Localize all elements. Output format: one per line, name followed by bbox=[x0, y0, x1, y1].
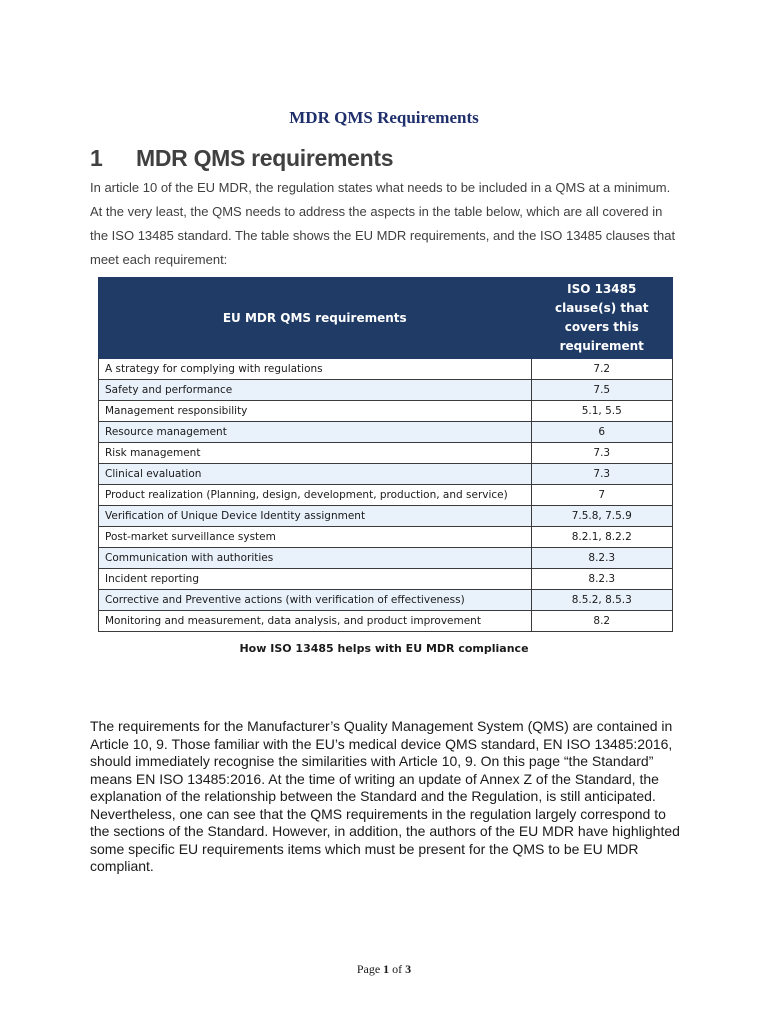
clause-cell: 7 bbox=[531, 485, 673, 506]
requirement-cell: Verification of Unique Device Identity assignment bbox=[99, 506, 532, 527]
requirement-cell: Clinical evaluation bbox=[99, 464, 532, 485]
clause-cell: 5.1, 5.5 bbox=[531, 401, 673, 422]
table-row bbox=[99, 506, 673, 527]
document-title: MDR QMS Requirements bbox=[289, 108, 479, 127]
clause-cell: 8.2.3 bbox=[531, 548, 673, 569]
clause-cell: 8.2 bbox=[531, 611, 673, 632]
table-row bbox=[99, 569, 673, 590]
requirement-cell: Product realization (Planning, design, development, production, and service) bbox=[99, 485, 532, 506]
clause-cell: 8.2.1, 8.2.2 bbox=[531, 527, 673, 548]
section-heading-text: MDR QMS requirements bbox=[136, 145, 394, 171]
of-label: of bbox=[392, 962, 403, 976]
requirement-cell: Incident reporting bbox=[99, 569, 532, 590]
requirement-cell: A strategy for complying with regulations bbox=[99, 359, 532, 380]
page-label: Page bbox=[356, 962, 381, 976]
current-page: 1 bbox=[383, 962, 390, 976]
section-number: 1 bbox=[90, 145, 103, 171]
requirement-cell: Resource management bbox=[99, 422, 532, 443]
table-row bbox=[99, 527, 673, 548]
clause-cell: 7.5.8, 7.5.9 bbox=[531, 506, 673, 527]
intro-paragraph: In article 10 of the EU MDR, the regulation states what needs to be included in a QMS at a minimum. At the very least, the QMS needs to address the aspects in the table below, which are all covered in the ISO 13485 standard. The table shows the EU MDR requirements, and the ISO 13485 clauses that meet each requirement: bbox=[90, 180, 676, 267]
total-pages: 3 bbox=[405, 962, 412, 976]
table-row bbox=[99, 548, 673, 569]
table-row bbox=[99, 380, 673, 401]
page-footer bbox=[0, 962, 768, 977]
table-row bbox=[99, 401, 673, 422]
clause-cell: 8.2.3 bbox=[531, 569, 673, 590]
table-row bbox=[99, 464, 673, 485]
requirement-cell: Management responsibility bbox=[99, 401, 532, 422]
body-paragraph: The requirements for the Manufacturer’s Quality Management System (QMS) are contained in Article 10, 9. Those familiar with the EU’s medical device QMS standard, EN ISO 13485:2016, should immediately recognise the similarities with Article 10, 9. On this page “the Standard” means EN ISO 13485:2016. At the time of writing an update of Annex Z of the Standard, the explanation of the relationship between the Standard and the Regulation, is still anticipated. Nevertheless, one can see that the QMS requirements in the regulation largely correspond to the sections of the Standard. However, in addition, the authors of the EU MDR have highlighted some specific EU requirements items which must be present for the QMS to be EU MDR compliant. bbox=[90, 718, 680, 874]
section-heading bbox=[90, 145, 393, 172]
requirement-cell: Monitoring and measurement, data analysis, and product improvement bbox=[99, 611, 532, 632]
clause-cell: 7.3 bbox=[531, 443, 673, 464]
clause-cell: 7.5 bbox=[531, 380, 673, 401]
table-row bbox=[99, 359, 673, 380]
table-row bbox=[99, 590, 673, 611]
table-row bbox=[99, 485, 673, 506]
clause-cell: 7.2 bbox=[531, 359, 673, 380]
clause-cell: 7.3 bbox=[531, 464, 673, 485]
requirement-cell: Communication with authorities bbox=[99, 548, 532, 569]
requirement-cell: Post-market surveillance system bbox=[99, 527, 532, 548]
table-row bbox=[99, 422, 673, 443]
table-header-row bbox=[99, 278, 673, 359]
clause-cell: 8.5.2, 8.5.3 bbox=[531, 590, 673, 611]
requirement-cell: Risk management bbox=[99, 443, 532, 464]
clause-cell: 6 bbox=[531, 422, 673, 443]
table-row bbox=[99, 611, 673, 632]
requirement-cell: Corrective and Preventive actions (with verification of effectiveness) bbox=[99, 590, 532, 611]
requirements-table bbox=[98, 277, 673, 632]
header-requirement: EU MDR QMS requirements bbox=[99, 278, 532, 359]
requirement-cell: Safety and performance bbox=[99, 380, 532, 401]
header-clause: ISO 13485 clause(s) that covers this requirement bbox=[531, 278, 673, 359]
table-caption: How ISO 13485 helps with EU MDR compliance bbox=[239, 642, 529, 655]
table-row bbox=[99, 443, 673, 464]
